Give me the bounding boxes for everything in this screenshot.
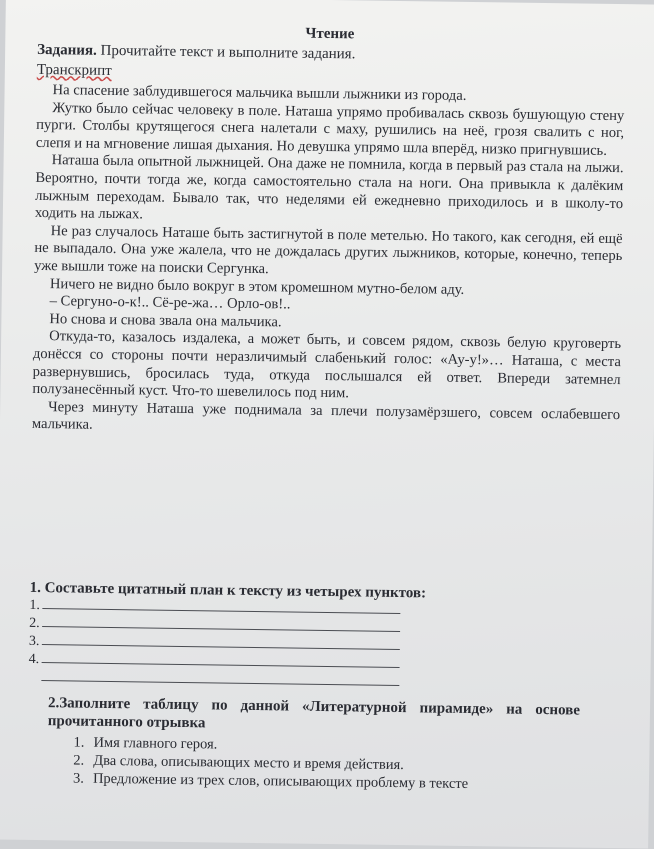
question-1: 1. Составьте цитатный план к тексту из четырех пунктов: (29, 579, 427, 602)
story-text (32, 82, 625, 442)
paragraph: Через минуту Наташа уже поднимала за плечи полузамёрзшего, совсем ослабевшего мальчика. (31, 398, 621, 434)
transcript-label: Транскрипт (36, 61, 112, 79)
paragraph: – Сергуно-о-к!.. Сё-ре-жа… Орло-ов!.. (49, 293, 291, 313)
list-item: 2. Два слова, описывающих место и время действия. (73, 752, 404, 774)
document-title: Чтение (305, 25, 355, 43)
tasks-text: Прочитайте текст и выполните задания. (100, 42, 356, 63)
paragraph: Ничего не видно было вокруг в этом кромешном мутно-белом аду. (49, 275, 465, 298)
plan-line: 4. (29, 650, 400, 673)
tasks-label: Задания. (37, 41, 97, 59)
question-2: 2.Заполните таблицу по данной «Литературной пирамиде» на основе прочитанного отрывка (47, 695, 581, 732)
plan-line: 2. (29, 614, 400, 637)
plan-line-extra (28, 668, 399, 691)
tasks-heading (37, 42, 355, 63)
paragraph: Но снова и снова звала она мальчика. (49, 310, 282, 331)
paragraph: Откуда-то, казалось издалека, а может быть, и совсем рядом, сквозь белую круговерть донёсся со стороны почти неразличимый слабенький голос: «Ау-у!»… Наташа, с места развернувшись, бросилась туда, откуда послышался ей ответ. Впереди затемнел полузанесённый куст. Что-то шевелилось под ним. (32, 328, 622, 402)
plan-line: 1. (29, 596, 400, 619)
plan-line: 3. (29, 632, 400, 655)
list-item: 3. Предложение из трех слов, описывающих проблему в тексте (72, 770, 469, 793)
paragraph: Наташа была опытной лыжницей. Она даже не помнила, когда в первый раз стала на лыжи. Вероятно, почти тогда же, когда самостоятельно стала на ноги. Она привыкла к далёким лыжным переходам. Бывало так, что неделями ей ежедневно приходилось и в школу-то ходить на лыжах. (34, 152, 624, 223)
paragraph: Не раз случалось Наташе быть застигнутой в поле метелью. Но такого, как сегодня, ей ещё не выпадало. Она уже жалела, что не дождалась других лыжников, которые, конечно, теперь уже вышли тоже на поиски Сергунка. (34, 222, 623, 278)
paragraph: На спасение заблудившегося мальчика вышли лыжники из города. (52, 82, 467, 104)
list-item: 1. Имя главного героя. (73, 734, 218, 753)
paragraph: Жутко было сейчас человеку в поле. Наташа упрямо пробивалась сквозь бушующую стену пурги. Столбы крутящегося снега налетали с маху, рушились на неё, грозя свалить с ног, слепя и на мгновение лишая дыхания. Но девушка упрямо шла вперёд, низко пригнувшись. (35, 99, 625, 159)
